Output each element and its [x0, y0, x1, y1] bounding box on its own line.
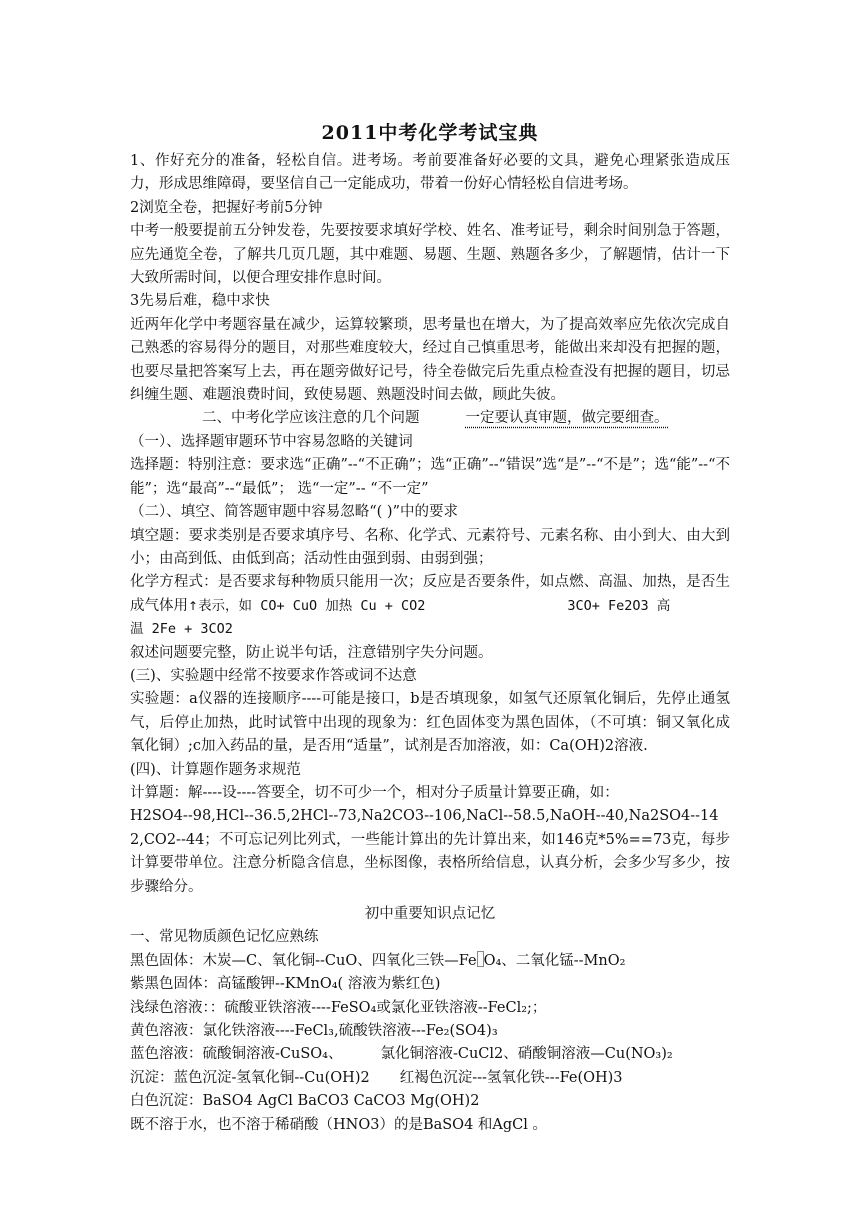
- document-title: 2011中考化学考试宝典: [321, 122, 539, 144]
- precipitate-a: 沉淀：蓝色沉淀-氢氧化铜--Cu(OH)2: [130, 1069, 370, 1086]
- equation-intro: 化学方程式：是否要求每种物质只能用一次；反应是否要条件，如点燃、高温、加热，是否生成气体用: [130, 574, 730, 614]
- section-2-heading: 2浏览全卷，把握好考前5分钟: [130, 199, 323, 216]
- subsection-1-heading: （一）、选择题审题环节中容易忽略的关键词: [130, 433, 413, 450]
- subsection-3-text: 实验题：a仪器的连接顺序----可能是接口，b是否填现象，如氢气还原氧化铜后，先停止通氢气，后停止加热，此时试管中出现的现象为：红色固体变为黑色固体，（不可填：铜又氧化成氧化铜）;c加入药品的量，是否用“适量”，试剂是否加溶液，如：Ca(OH)2溶液.: [130, 691, 730, 755]
- blue-a: 蓝色溶液：硫酸铜溶液-CuSO₄、: [130, 1046, 343, 1063]
- subsection-4-text-2: H2SO4--98,HCl--36.5,2HCl--73,Na2CO3--106,NaCl--58.5,NaOH--40,Na2SO4--142,CO2--44；不可忘记列比列式，一些能计算出的先计算出来，如146克*5%==73克，每步计算要带单位。注意分析隐含信息，坐标图像，表格所给信息，认真分析，会多少写多少，按步骤给分。: [130, 808, 730, 895]
- section-3-heading: 3先易后难，稳中求快: [130, 293, 270, 310]
- subsection-1-text: 选择题：特别注意：要求选“正确”--“不正确”；选“正确”--“错误”选“是”--“不是”；选“能”--“不能”；选“最高”--“最低”； 选“一定”-- “不一定”: [130, 457, 730, 497]
- subsection-4-heading: (四)、计算题作题务求规范: [130, 761, 301, 778]
- black-solid-tail: O₄、二氧化锰--MnO₂: [483, 952, 626, 969]
- black-solid-text: 黑色固体：木炭—C、氧化铜--CuO、四氧化三铁—Fe: [130, 952, 477, 969]
- subsection-2-heading: （二）、填空、简答题审题中容易忽略“( )”中的要求: [130, 504, 458, 521]
- subsection-2-equation-line: [130, 571, 730, 641]
- purple-solid-line: 紫黑色固体：高锰酸钾--KMnO₄( 溶液为紫红色): [130, 976, 441, 993]
- subsection-2-text-fill: 填空题：要求类别是否要求填序号、名称、化学式、元素符号、元素名称、由小到大、由大到小；由高到低、由低到高；活动性由强到弱、由弱到强；: [130, 527, 730, 567]
- precipitate-b: 红褐色沉淀---氢氧化铁---Fe(OH)3: [399, 1069, 623, 1086]
- insoluble-line: 既不溶于水，也不溶于稀硝酸（HNO3）的是BaSO4 和AgCl 。: [130, 1116, 547, 1133]
- white-precipitate-line: 白色沉淀：BaSO4 AgCl BaCO3 CaCO3 Mg(OH)2: [130, 1093, 480, 1110]
- subsection-4-text-1: 计算题：解----设----答要全，切不可少一个，相对分子质量计算要正确，如：: [130, 784, 619, 801]
- section-3-text: 近两年化学中考题容量在减少，运算较繁琐，思考量也在增大，为了提高效率应先依次完成自己熟悉的容易得分的题目，对那些难度较大，经过自己慎重思考，能做出来却没有把握的题，也要尽量把答案写上去，再在题旁做好记号，待全卷做完后先重点检查没有把握的题目，切忌纠缠生题、难题浪费时间，致使易题、熟题没时间去做，顾此失彼。: [130, 316, 730, 404]
- up-arrow-icon: ↑: [188, 598, 199, 613]
- black-solid-line: [130, 950, 730, 973]
- light-green-line: 浅绿色溶液：：硫酸亚铁溶液----FeSO₄或氯化亚铁溶液--FeCl₂;；: [130, 999, 547, 1016]
- color-heading: 一、常见物质颜色记忆应熟练: [130, 929, 319, 946]
- blue-b: 氯化铜溶液-CuCl2、硝酸铜溶液—Cu(NO₃)₂: [380, 1046, 673, 1063]
- subsection-2-text-complete: 叙述问题要完整，防止说半句话，注意错别字失分问题。: [130, 644, 493, 661]
- section-1-text: 1、作好充分的准备，轻松自信。进考场。考前要准备好必要的文具，避免心理紧张造成压力，形成思维障碍，要坚信自己一定能成功，带着一份好心情轻松自信进考场。: [130, 153, 730, 193]
- blue-line: [130, 1043, 730, 1066]
- section-2-text: 中考一般要提前五分钟发卷，先要按要求填好学校、姓名、准考证号，剩余时间别急于答题，应先通览全卷，了解共几页几题，其中难题、易题、生题、熟题各多少，了解题情，估计一下大致所需时间，以便合理安排作息时间。: [130, 223, 730, 287]
- memory-heading: 初中重要知识点记忆: [364, 906, 496, 922]
- part-2-note: 一定要认真审题，做完要细查。: [465, 410, 669, 427]
- yellow-line: 黄色溶液：氯化铁溶液----FeCl₃,硫酸铁溶液---Fe₂(SO4)₃: [130, 1023, 498, 1040]
- precipitate-line: [130, 1067, 730, 1090]
- equation-1: 表示，如 CO+ CuO 加热 Cu + CO2: [198, 597, 426, 614]
- equation-2-end: 温 2Fe + 3CO2: [130, 621, 233, 638]
- subsection-3-heading: (三)、实验题中经常不按要求作答或词不达意: [130, 667, 417, 684]
- equation-2-start: 3CO+ Fe2O3 高: [567, 597, 671, 614]
- part-2-heading: 二、中考化学应该注意的几个问题: [202, 410, 420, 427]
- part-2-heading-line: [130, 407, 730, 430]
- document-body: [130, 150, 730, 1137]
- cursor-mark: [477, 951, 484, 967]
